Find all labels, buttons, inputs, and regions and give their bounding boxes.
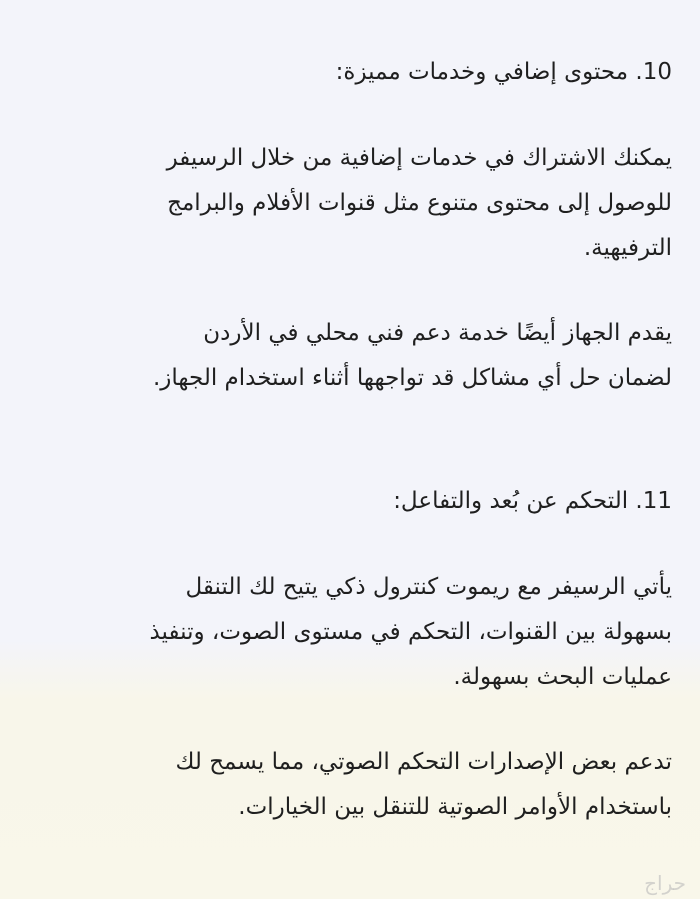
section-11-heading: 11. التحكم عن بُعد والتفاعل: [393, 488, 672, 514]
watermark-logo: حراج [644, 871, 686, 895]
text-line: بسهولة بين القنوات، التحكم في مستوى الصوت، وتنفيذ [149, 619, 672, 645]
text-line: عمليات البحث بسهولة. [453, 664, 672, 690]
section-11-paragraph-2 [34, 740, 672, 830]
text-line: تدعم بعض الإصدارات التحكم الصوتي، مما يسمح لك [175, 749, 672, 775]
text-line: لضمان حل أي مشاكل قد تواجهها أثناء استخدام الجهاز. [152, 365, 672, 391]
section-10-paragraph-2 [34, 311, 672, 401]
section-10-paragraph-1 [34, 136, 672, 271]
section-11-paragraph-1 [34, 565, 672, 700]
text-line: للوصول إلى محتوى متنوع مثل قنوات الأفلام والبرامج [167, 190, 672, 216]
text-line: يأتي الرسيفر مع ريموت كنترول ذكي يتيح لك التنقل [185, 574, 672, 600]
text-line: باستخدام الأوامر الصوتية للتنقل بين الخيارات. [238, 794, 672, 820]
text-line: يمكنك الاشتراك في خدمات إضافية من خلال الرسيفر [166, 145, 672, 171]
text-line: الترفيهية. [583, 235, 672, 261]
section-10-heading: 10. محتوى إضافي وخدمات مميزة: [335, 59, 672, 85]
text-line: يقدم الجهاز أيضًا خدمة دعم فني محلي في الأردن [203, 320, 672, 346]
